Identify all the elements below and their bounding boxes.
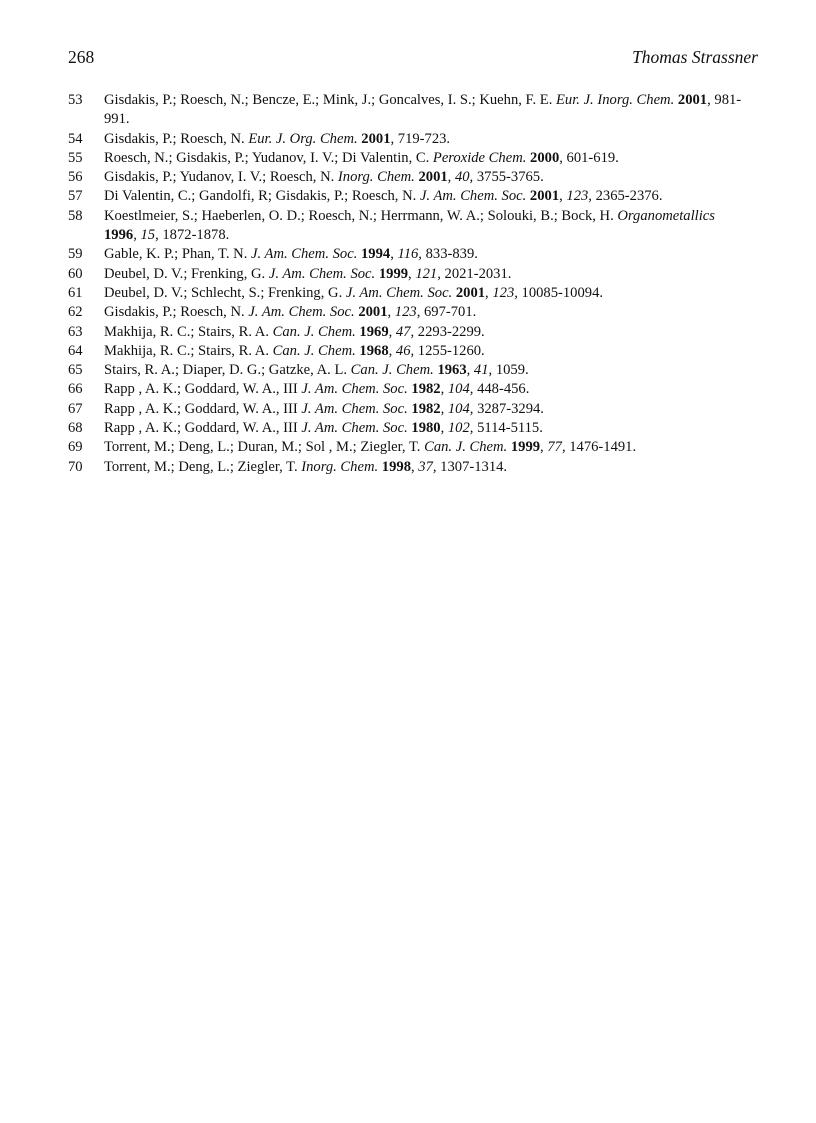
reference-text: [104, 419, 758, 438]
text-segment: Stairs, R. A.; Diaper, D. G.; Gatzke, A. L.: [104, 362, 351, 379]
reference-text: [104, 303, 758, 322]
reference-number: 70: [68, 458, 83, 475]
page-header: [68, 47, 758, 71]
reference-text: [104, 187, 758, 206]
journal-or-volume: 104,: [447, 381, 474, 398]
journal-or-volume: J. Am. Chem. Soc.: [419, 188, 527, 205]
journal-or-volume: J. Am. Chem. Soc.: [251, 246, 358, 263]
journal-or-volume: Can. J. Chem.: [272, 323, 356, 340]
page-number: 268: [68, 47, 95, 67]
reference-item: [68, 245, 758, 264]
reference-text: [104, 265, 758, 284]
reference-text: [104, 380, 758, 399]
text-segment: ,: [466, 362, 474, 379]
reference-number: 61: [68, 284, 83, 301]
reference-number: 55: [68, 149, 83, 166]
reference-item: [68, 149, 758, 168]
reference-item: [68, 380, 758, 399]
journal-or-volume: 77,: [547, 439, 566, 456]
journal-or-volume: 15,: [140, 227, 159, 244]
text-segment: ,: [133, 227, 141, 244]
reference-item: [68, 400, 758, 419]
journal-or-volume: Organometallics: [617, 207, 715, 224]
journal-or-volume: J. Am. Chem. Soc.: [248, 304, 355, 321]
journal-or-volume: 121,: [415, 265, 441, 282]
journal-or-volume: Can. J. Chem.: [350, 362, 434, 379]
journal-or-volume: J. Am. Chem. Soc.: [345, 284, 453, 301]
text-segment: Roesch, N.; Gisdakis, P.; Yudanov, I. V.; Di Valentin, C.: [104, 149, 433, 166]
running-head: Thomas Strassner: [632, 47, 758, 67]
text-segment: Torrent, M.; Deng, L.; Ziegler, T.: [104, 458, 302, 475]
journal-or-volume: 116,: [397, 246, 422, 263]
reference-text: [104, 245, 758, 264]
reference-number: 69: [68, 439, 83, 456]
text-segment: , 719-723.: [390, 130, 451, 147]
reference-text: [104, 438, 758, 457]
journal-or-volume: J. Am. Chem. Soc.: [268, 265, 376, 282]
text-segment: ,: [387, 304, 395, 321]
journal-or-volume: 40,: [454, 169, 474, 186]
text-segment: 10085-10094.: [517, 284, 604, 301]
journal-or-volume: J. Am. Chem. Soc.: [301, 381, 408, 398]
reference-item: [68, 284, 758, 303]
text-segment: ,: [540, 439, 548, 456]
text-segment: 5114-5115.: [473, 420, 543, 437]
year: 1969: [359, 323, 389, 340]
year: 2001: [418, 169, 448, 186]
text-segment: ,: [408, 265, 416, 282]
reference-number: 57: [68, 188, 83, 205]
reference-item: [68, 91, 758, 130]
text-segment: Rapp , A. K.; Goddard, W. A., III: [104, 420, 302, 437]
reference-item: [68, 187, 758, 206]
journal-or-volume: 123,: [492, 284, 518, 301]
year: 2001: [529, 188, 560, 205]
text-segment: ,: [559, 188, 567, 205]
journal-or-volume: Inorg. Chem.: [337, 169, 415, 186]
text-segment: Torrent, M.; Deng, L.; Duran, M.; Sol , M.; Ziegler, T.: [104, 439, 425, 456]
reference-item: [68, 168, 758, 187]
reference-item: [68, 438, 758, 457]
reference-text: [104, 284, 758, 303]
text-segment: 697-701.: [420, 304, 477, 321]
year: 1999: [378, 265, 409, 282]
journal-or-volume: 46,: [395, 342, 415, 359]
year: 1968: [359, 342, 389, 359]
text-segment: Deubel, D. V.; Frenking, G.: [104, 265, 269, 282]
journal-or-volume: 123,: [394, 304, 421, 321]
reference-text: [104, 130, 758, 149]
text-segment: ,: [440, 420, 448, 437]
year: 2001: [455, 284, 486, 301]
reference-number: 54: [68, 130, 83, 147]
reference-text: [104, 91, 758, 130]
text-segment: 1307-1314.: [436, 458, 508, 475]
text-segment: Rapp , A. K.; Goddard, W. A., III: [104, 381, 302, 398]
text-segment: Rapp , A. K.; Goddard, W. A., III: [104, 400, 302, 417]
journal-or-volume: 104,: [447, 400, 474, 417]
reference-item: [68, 419, 758, 438]
reference-item: [68, 323, 758, 342]
year: 1998: [381, 458, 411, 475]
reference-text: [104, 207, 758, 246]
reference-list: [68, 91, 758, 477]
text-segment: Gisdakis, P.; Roesch, N.: [104, 304, 249, 321]
reference-number: 59: [68, 246, 83, 263]
reference-number: 56: [68, 169, 83, 186]
reference-number: 65: [68, 362, 83, 379]
text-segment: ,: [485, 284, 493, 301]
journal-or-volume: J. Am. Chem. Soc.: [301, 400, 408, 417]
reference-number: 68: [68, 420, 83, 437]
reference-number: 64: [68, 342, 83, 359]
text-segment: 1476-1491.: [565, 439, 637, 456]
reference-number: 62: [68, 304, 83, 321]
reference-text: [104, 342, 758, 361]
year: 1994: [361, 246, 391, 263]
reference-item: [68, 265, 758, 284]
journal-or-volume: 47,: [395, 323, 415, 340]
reference-item: [68, 342, 758, 361]
text-segment: 833-839.: [421, 246, 478, 263]
reference-number: 53: [68, 92, 83, 108]
text-segment: 1872-1878.: [158, 227, 230, 244]
text-segment: 3287-3294.: [473, 400, 544, 417]
reference-number: 60: [68, 265, 83, 282]
year: 1996: [104, 227, 134, 244]
year: 2001: [358, 304, 388, 321]
text-segment: Gable, K. P.; Phan, T. N.: [104, 246, 252, 263]
journal-or-volume: Can. J. Chem.: [272, 342, 356, 359]
text-segment: ,: [390, 246, 398, 263]
reference-item: [68, 361, 758, 380]
journal-or-volume: 123,: [566, 188, 592, 205]
reference-item: [68, 207, 758, 246]
text-segment: ,: [410, 458, 419, 475]
text-segment: Gisdakis, P.; Yudanov, I. V.; Roesch, N.: [104, 169, 338, 186]
text-segment: ,: [447, 169, 455, 186]
text-segment: Makhija, R. C.; Stairs, R. A.: [104, 323, 273, 340]
text-segment: Gisdakis, P.; Roesch, N.; Bencze, E.; Mink, J.; Goncalves, I. S.; Kuehn, F. E.: [104, 92, 557, 108]
journal-or-volume: Inorg. Chem.: [301, 458, 379, 475]
year: 1999: [510, 439, 541, 456]
reference-item: [68, 130, 758, 149]
reference-text: [104, 400, 758, 419]
text-segment: 3755-3765.: [473, 169, 544, 186]
journal-or-volume: Can. J. Chem.: [424, 439, 508, 456]
reference-number: 63: [68, 323, 83, 340]
text-segment: 1255-1260.: [414, 342, 485, 359]
text-segment: 448-456.: [473, 381, 530, 398]
text-segment: ,: [440, 381, 448, 398]
text-segment: ,: [440, 400, 448, 417]
text-segment: , 981-991.: [104, 92, 742, 128]
text-segment: Makhija, R. C.; Stairs, R. A.: [104, 342, 273, 359]
reference-text: [104, 323, 758, 342]
text-segment: 2365-2376.: [591, 188, 663, 205]
reference-text: [104, 168, 758, 187]
reference-item: [68, 458, 758, 477]
text-segment: ,: [388, 323, 396, 340]
text-segment: Deubel, D. V.; Schlecht, S.; Frenking, G.: [104, 284, 346, 301]
year: 2001: [361, 130, 391, 147]
reference-text: [104, 458, 758, 477]
year: 1980: [411, 420, 441, 437]
journal-or-volume: 41,: [473, 362, 493, 379]
journal-or-volume: J. Am. Chem. Soc.: [301, 420, 408, 437]
text-segment: , 601-619.: [559, 149, 619, 166]
reference-number: 67: [68, 400, 83, 417]
journal-or-volume: 102,: [447, 420, 474, 437]
year: 2001: [677, 92, 708, 108]
year: 1982: [411, 381, 441, 398]
year: 1963: [437, 362, 467, 379]
reference-text: [104, 361, 758, 380]
reference-number: 66: [68, 381, 83, 398]
journal-or-volume: Peroxide Chem.: [432, 149, 527, 166]
text-segment: Gisdakis, P.; Roesch, N.: [104, 130, 249, 147]
reference-number: 58: [68, 207, 83, 224]
journal-or-volume: Eur. J. Inorg. Chem.: [556, 92, 675, 108]
text-segment: 1059.: [492, 362, 529, 379]
reference-text: [104, 149, 758, 168]
year: 1982: [411, 400, 441, 417]
year: 2000: [530, 149, 560, 166]
text-segment: 2021-2031.: [440, 265, 512, 282]
text-segment: Di Valentin, C.; Gandolfi, R; Gisdakis, P.; Roesch, N.: [104, 188, 420, 205]
journal-or-volume: 37,: [418, 458, 437, 475]
text-segment: 2293-2299.: [414, 323, 485, 340]
text-segment: ,: [388, 342, 396, 359]
reference-item: [68, 303, 758, 322]
text-segment: Koestlmeier, S.; Haeberlen, O. D.; Roesch, N.; Herrmann, W. A.; Solouki, B.; Bock, H.: [104, 207, 618, 224]
journal-or-volume: Eur. J. Org. Chem.: [248, 130, 358, 147]
